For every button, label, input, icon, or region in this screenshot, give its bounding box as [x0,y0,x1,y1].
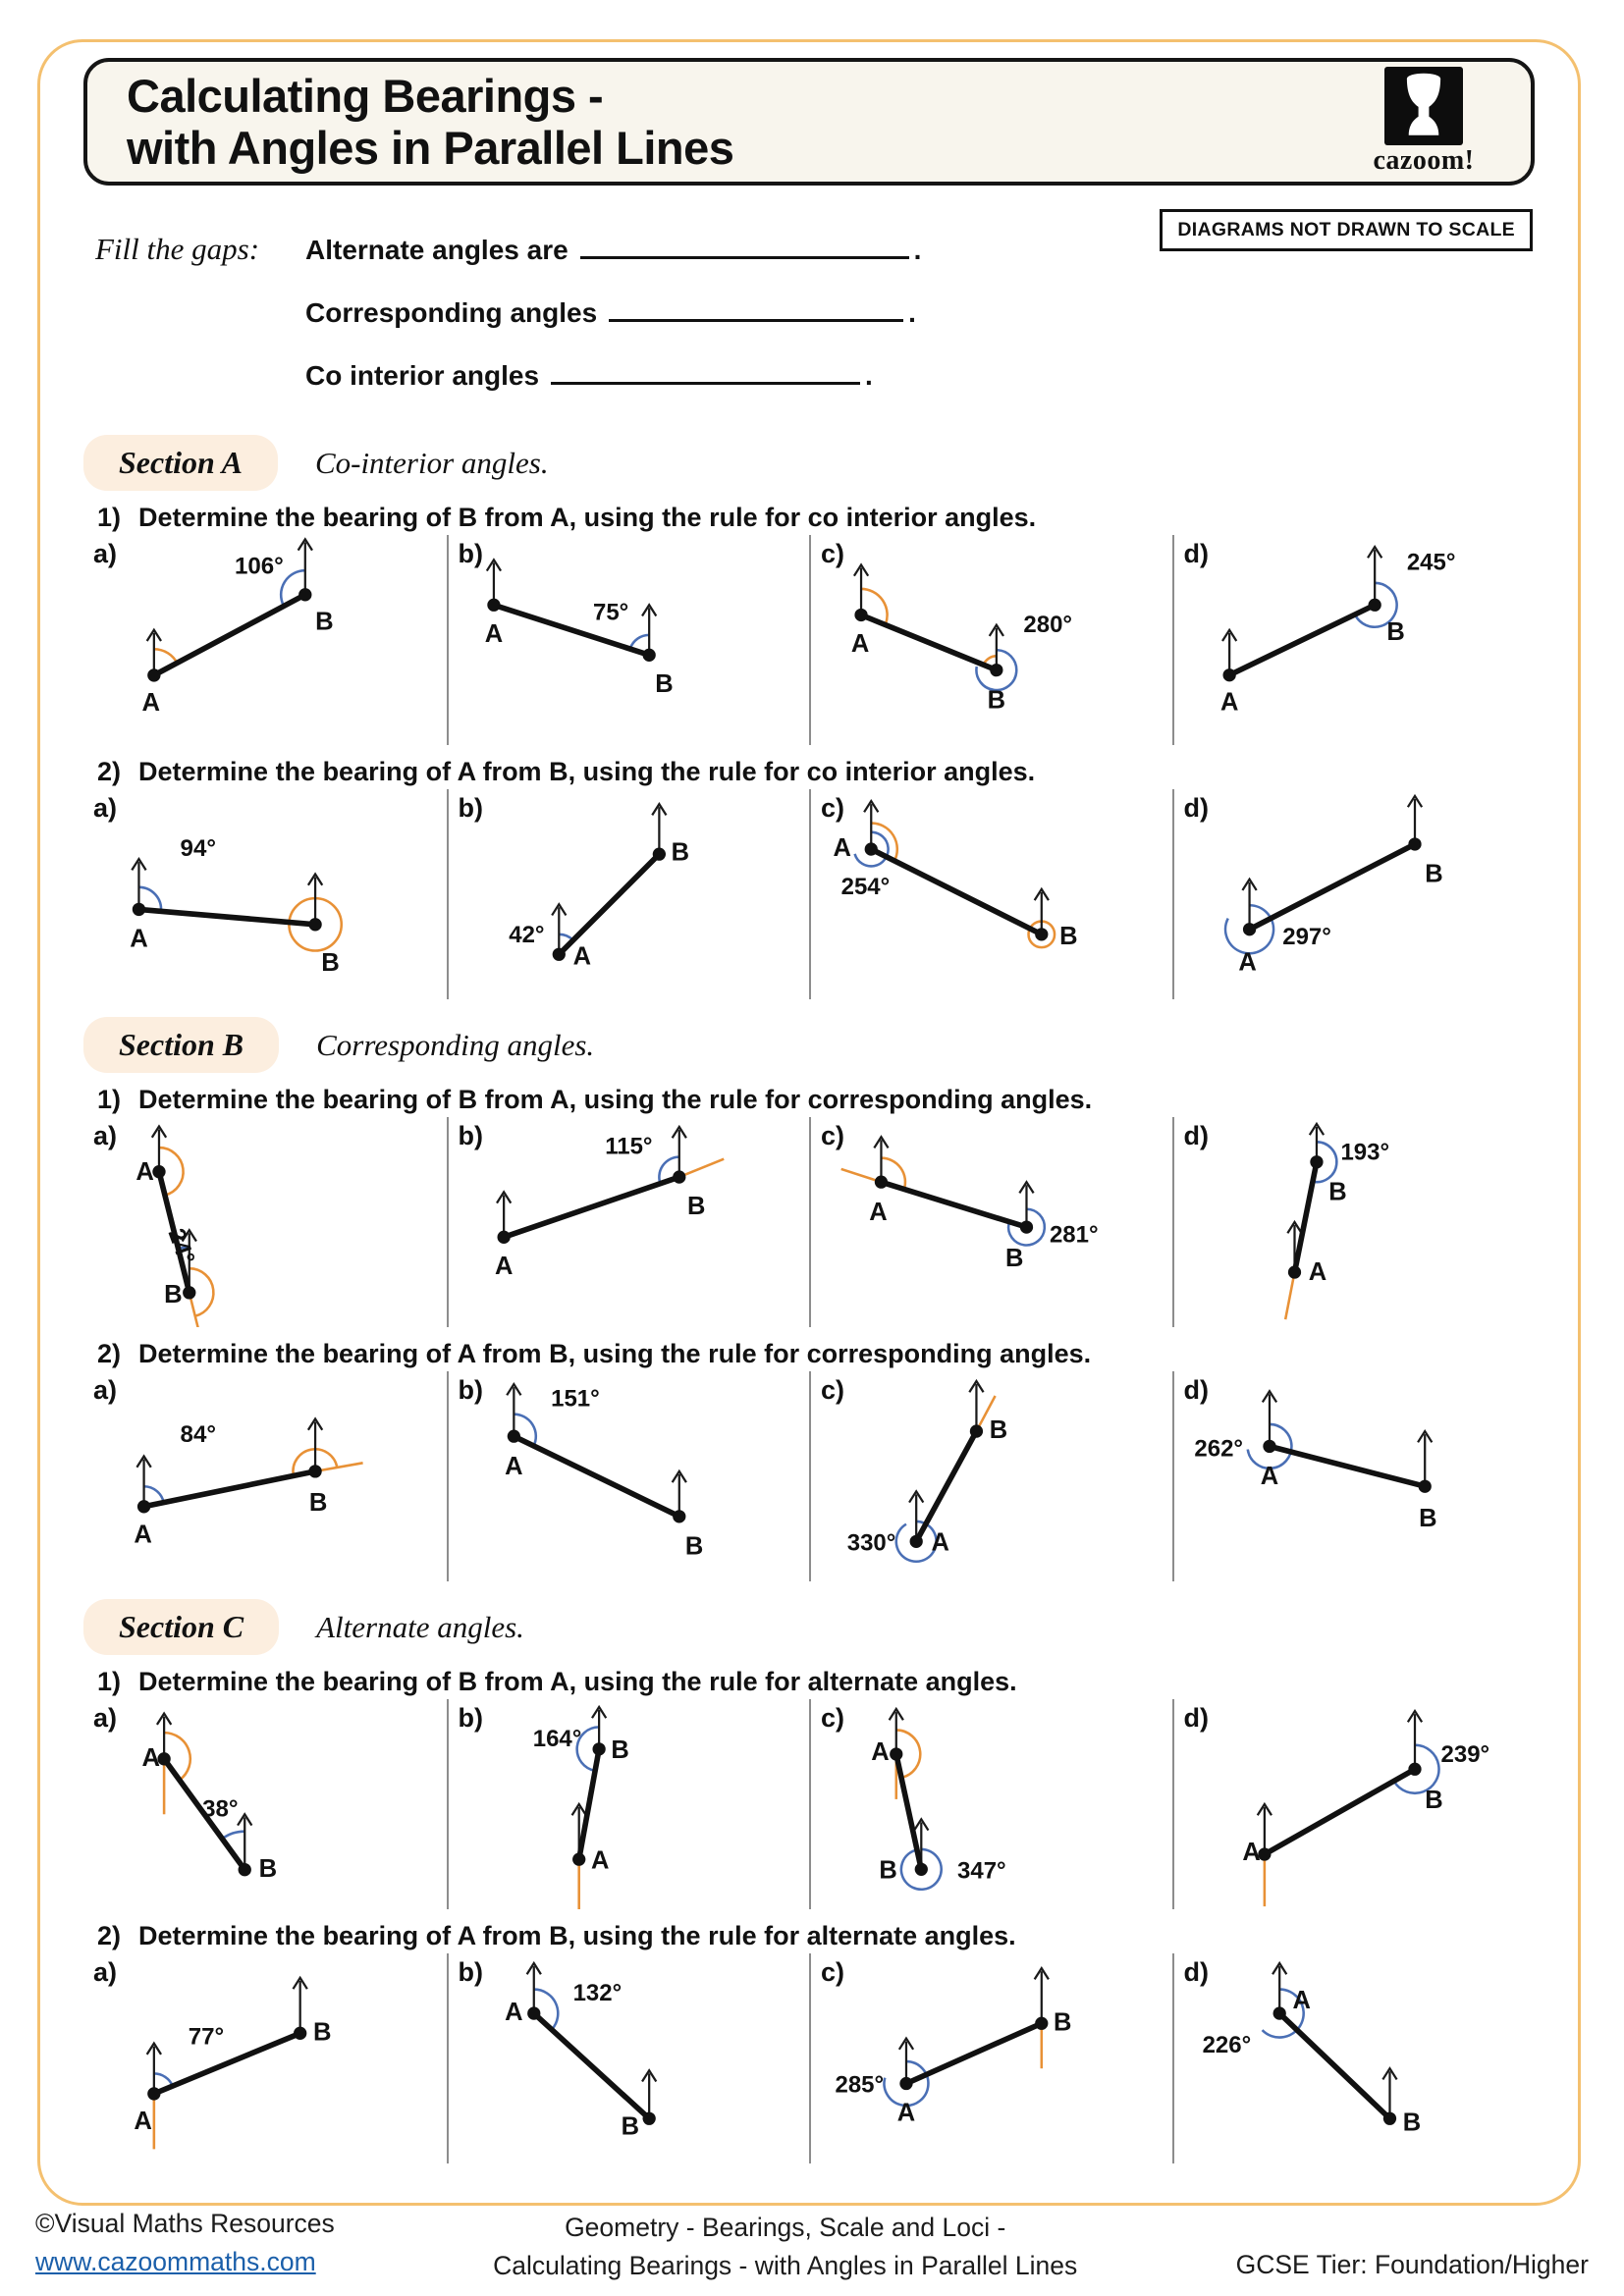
point-label: B [621,2112,639,2141]
fill-gap-statement: Alternate angles are [305,235,568,265]
point-B [308,1465,321,1477]
diagram-cell [1172,1117,1536,1327]
diagram-grid [83,789,1535,999]
diagram-label: a) [93,1375,118,1405]
question-text: Determine the bearing of A from B, using the rule for alternate angles. [138,1921,1016,1950]
bearing-line [916,1431,976,1541]
diagram-cell [447,1371,810,1581]
point-label: A [590,1846,609,1875]
diagram-grid [83,1953,1535,2163]
point-B [239,1863,251,1876]
bearing-diagram [1174,1371,1536,1581]
diagram-cell [447,1699,810,1909]
point-label: A [871,1738,890,1767]
point-A [1287,1265,1300,1278]
section-header [83,1017,1535,1073]
point-label: B [1054,2008,1072,2037]
bearing-diagram [1174,1953,1536,2163]
diagram-label: d) [1183,1121,1209,1150]
section-label: Section A [83,435,278,491]
angle-value: 245° [1406,549,1455,576]
point-B [1368,599,1380,612]
diagram-label: b) [458,1375,483,1405]
diagram-cell [1172,1371,1536,1581]
diagram-label: b) [458,1703,483,1733]
point-label: A [869,1198,888,1226]
point-label: A [130,925,148,953]
section-subtitle: Corresponding angles. [316,1027,595,1062]
point-B [592,1742,605,1755]
drum-icon [1395,71,1452,141]
diagram-label: b) [458,1121,483,1150]
point-label: B [1005,1244,1024,1272]
diagram-cell [1172,535,1536,745]
question-block [83,1667,1535,1909]
diagram-cell [83,789,447,999]
point-label: B [313,2018,332,2047]
diagram-cell [809,789,1172,999]
section-subtitle: Co-interior angles. [314,445,549,480]
angle-value: 262° [1193,1435,1243,1463]
footer-topic-line1: Geometry - Bearings, Scale and Loci - [565,2212,1006,2242]
diagram-label: d) [1183,1375,1209,1405]
point-label: B [654,670,674,699]
tier-text: GCSE Tier: Foundation/Higher [1235,2249,1589,2279]
angle-value: 84° [180,1421,217,1449]
question-number: 1) [97,1667,122,1696]
extension-line [315,1463,363,1471]
angle-value: 330° [846,1529,896,1557]
point-A [487,599,500,612]
point-B [294,2027,306,2040]
worksheet-sections [83,435,1535,2163]
section-header [83,435,1535,491]
bearing-line [861,614,997,669]
diagram-cell [447,535,810,745]
point-A [854,609,867,621]
angle-value: 226° [1202,2031,1251,2058]
diagram-cell [1172,789,1536,999]
question-text: Determine the bearing of B from A, using the rule for co interior angles. [138,503,1037,532]
point-label: B [1402,2109,1421,2137]
copyright-text: ©Visual Maths Resources [35,2208,335,2238]
point-A [865,842,878,855]
angle-value: 151° [550,1385,600,1413]
diagram-label: a) [93,1703,118,1733]
point-A [1242,923,1255,935]
point-B [915,1863,928,1876]
bearing-diagram [1174,1117,1536,1327]
diagram-cell [809,1953,1172,2163]
point-B [1310,1155,1323,1168]
diagram-label: b) [458,539,483,568]
bearing-diagram [1174,535,1536,745]
footer-left [35,2209,335,2277]
point-label: B [164,1281,183,1309]
point-label: A [1291,1986,1311,2014]
point-A [152,1165,165,1178]
bearing-diagram [449,1953,810,2163]
diagram-cell [809,1371,1172,1581]
bearing-line [1264,1769,1414,1854]
bearing-line [1294,1162,1316,1272]
angle-value: 297° [1281,924,1331,951]
question-number: 2) [97,757,122,786]
diagram-label: a) [93,1957,118,1987]
bearing-diagram [449,1371,810,1581]
point-B [1020,1220,1033,1233]
fill-gap-statement: Co interior angles [305,360,540,391]
point-A [875,1176,888,1189]
point-label: B [686,1192,705,1220]
point-label: B [684,1532,703,1561]
diagram-label: c) [821,539,845,568]
section-header [83,1599,1535,1655]
bearing-diagram [1174,1699,1536,1909]
section-b [83,1017,1535,1581]
diagram-grid [83,1117,1535,1327]
diagram-cell [1172,1699,1536,1909]
point-label: A [135,1157,154,1186]
bearing-diagram [811,1117,1172,1327]
question-block [83,1921,1535,2163]
point-label: A [572,942,591,971]
angle-value: 132° [572,1979,622,2006]
question-line [97,1085,1535,1115]
question-text: Determine the bearing of A from B, using the rule for co interior angles. [138,757,1036,786]
section-label: Section B [83,1017,279,1073]
question-line [97,1339,1535,1369]
diagram-cell [83,1699,447,1909]
point-label: A [1237,948,1257,977]
point-label: B [1424,860,1443,888]
bearing-line [1269,1446,1424,1486]
angle-value: 115° [604,1133,653,1160]
point-A [137,1500,150,1513]
diagram-cell [447,1117,810,1327]
point-label: B [1327,1178,1347,1206]
bearing-diagram [811,789,1172,999]
angle-arc [629,635,648,648]
point-B [308,918,321,931]
question-line [97,1921,1535,1951]
bearing-diagram [83,1953,447,2163]
point-label: B [258,1854,278,1883]
fill-gaps-prompt: Fill the gaps: [95,232,260,266]
cazoom-logo-text: cazoom! [1373,145,1475,176]
bearing-line [1229,605,1375,674]
point-B [1418,1480,1431,1493]
question-line [97,757,1535,787]
diagram-label: c) [821,1703,845,1733]
point-label: A [1241,1839,1261,1867]
bearing-diagram [83,789,447,999]
diagram-cell [83,1371,447,1581]
point-label: A [833,834,851,863]
bearing-diagram [811,1699,1172,1909]
point-A [147,2087,160,2100]
point-label: A [484,620,503,649]
point-B [673,1170,685,1183]
point-B [1382,2112,1395,2125]
bearing-diagram [449,1117,810,1327]
point-A [497,1231,510,1244]
point-label: A [141,1743,161,1772]
question-line [97,1667,1535,1697]
point-A [572,1853,585,1866]
point-A [899,2077,912,2090]
diagram-grid [83,1371,1535,1581]
diagram-label: c) [821,1121,845,1150]
question-number: 1) [97,503,122,532]
bearing-line [1249,844,1414,930]
sentence-period: . [913,235,922,265]
point-A [147,668,160,681]
question-block [83,757,1535,999]
point-label: B [1424,1787,1443,1815]
question-block [83,1339,1535,1581]
page-frame [37,39,1581,2206]
point-label: B [610,1736,629,1765]
cazoom-drum-icon [1384,67,1463,145]
bearing-line [144,1471,315,1507]
point-A [1263,1440,1275,1453]
point-B [970,1424,983,1437]
point-B [673,1510,685,1522]
diagram-label: d) [1183,1703,1209,1733]
bearing-line [504,1177,679,1237]
angle-value: 164° [532,1725,581,1752]
angle-value: 280° [1023,611,1072,638]
question-text: Determine the bearing of A from B, using the rule for corresponding angles. [138,1339,1092,1368]
point-label: A [850,630,870,659]
worksheet-header [83,58,1535,186]
extension-line [678,1159,723,1177]
question-block [83,503,1535,745]
point-label: B [987,686,1006,715]
point-A [552,948,565,961]
fill-gaps-block [95,229,1535,417]
extension-line [1285,1272,1294,1319]
point-label: A [1260,1463,1278,1491]
point-A [890,1747,902,1760]
point-label: A [134,2107,152,2135]
diagram-cell [809,535,1172,745]
page-title-line1: Calculating Bearings - [127,69,604,122]
diagram-label: a) [93,1121,118,1150]
point-label: B [308,1488,328,1517]
question-number: 2) [97,1339,122,1368]
question-number: 2) [97,1921,122,1950]
page-footer [35,2209,1589,2287]
point-label: B [1059,923,1078,951]
angle-value: 24° [162,1225,200,1268]
diagram-cell [809,1699,1172,1909]
answer-blank [609,292,903,322]
point-label: B [879,1856,897,1885]
question-text: Determine the bearing of B from A, using the rule for alternate angles. [138,1667,1017,1696]
question-line [97,503,1535,533]
bearing-line [559,854,659,954]
page-title [127,70,733,174]
bearing-line [906,2023,1042,2083]
angle-value: 94° [180,834,217,862]
website-link[interactable]: www.cazoommaths.com [35,2246,316,2276]
diagram-label: a) [93,539,118,568]
point-label: B [671,838,689,867]
point-label: A [1219,688,1238,717]
question-text: Determine the bearing of B from A, using the rule for corresponding angles. [138,1085,1093,1114]
bearing-diagram [811,1371,1172,1581]
bearing-line [881,1182,1026,1227]
diagram-grid [83,1699,1535,1909]
bearing-diagram [449,789,810,999]
bearing-line [578,1749,598,1859]
question-number: 1) [97,1085,122,1114]
bearing-diagram [83,1117,447,1327]
point-B [1035,2017,1048,2030]
bearing-diagram [83,1699,447,1909]
diagram-label: d) [1183,1957,1209,1987]
point-A [527,2006,540,2019]
angle-value: 42° [508,922,544,948]
scale-notice: DIAGRAMS NOT DRAWN TO SCALE [1160,209,1533,251]
point-B [642,649,655,662]
point-B [298,588,311,601]
angle-value: 38° [202,1795,239,1823]
diagram-cell [447,789,810,999]
point-label: B [1385,618,1405,646]
bearing-diagram [1174,789,1536,999]
angle-value: 106° [234,553,284,580]
fill-gap-row [95,354,1535,417]
point-B [990,664,1002,676]
diagram-label: d) [1183,793,1209,823]
angle-value: 239° [1440,1741,1489,1769]
angle-value: 347° [957,1857,1006,1885]
section-label: Section C [83,1599,279,1655]
diagram-label: b) [458,1957,483,1987]
angle-value: 75° [592,599,628,626]
section-a [83,435,1535,999]
angle-value: 254° [840,874,891,900]
cazoom-logo [1350,67,1497,177]
point-label: B [321,949,340,978]
bearing-diagram [83,535,447,745]
section-subtitle: Alternate angles. [316,1609,524,1644]
angle-arc [222,1832,244,1839]
bearing-line [533,2013,648,2118]
diagram-grid [83,535,1535,745]
point-label: A [494,1253,513,1281]
bearing-line [1279,2013,1389,2118]
sentence-period: . [908,297,916,328]
bearing-diagram [811,535,1172,745]
section-c [83,1599,1535,2163]
point-A [1272,2006,1285,2019]
bearing-diagram [811,1953,1172,2163]
angle-value: 77° [188,2023,225,2051]
point-B [1408,837,1421,850]
fill-gap-row [95,292,1535,354]
diagram-label: c) [821,1957,845,1987]
footer-center [493,2209,1077,2287]
bearing-line [154,2033,300,2094]
point-B [1408,1763,1421,1776]
point-label: A [141,688,161,717]
point-B [652,848,665,861]
point-label: A [504,1452,523,1480]
diagram-cell [1172,1953,1536,2163]
diagram-cell [83,1953,447,2163]
angle-value: 281° [1049,1221,1099,1249]
point-label: A [1308,1258,1326,1287]
bearing-line [154,595,305,675]
diagram-label: c) [821,793,845,823]
diagram-label: b) [458,793,483,823]
point-B [642,2112,655,2125]
point-A [1222,668,1235,681]
diagram-label: a) [93,793,118,823]
bearing-diagram [449,535,810,745]
point-label: A [134,1521,152,1549]
bearing-line [514,1436,678,1517]
sentence-period: . [865,360,873,391]
diagram-label: c) [821,1375,845,1405]
diagram-cell [447,1953,810,2163]
point-A [507,1430,519,1443]
diagram-label: d) [1183,539,1209,568]
angle-value: 193° [1339,1139,1389,1166]
fill-gap-statement: Corresponding angles [305,297,598,328]
bearing-diagram [83,1371,447,1581]
point-label: A [931,1528,949,1557]
angle-value: 285° [835,2071,885,2099]
point-label: B [989,1416,1008,1445]
answer-blank [580,229,909,259]
point-label: A [504,1999,523,2027]
point-A [910,1535,923,1548]
point-label: A [896,2099,916,2127]
point-B [183,1286,195,1299]
point-label: B [1418,1505,1437,1533]
diagram-cell [83,1117,447,1327]
bearing-line [871,849,1042,934]
point-A [133,903,145,916]
page-title-line2: with Angles in Parallel Lines [127,122,734,174]
point-label: B [315,608,334,636]
question-block [83,1085,1535,1327]
bearing-line [138,909,315,924]
diagram-cell [809,1117,1172,1327]
point-B [1035,928,1048,940]
diagram-cell [83,535,447,745]
bearing-diagram [449,1699,810,1909]
answer-blank [551,354,860,385]
footer-topic-line2: Calculating Bearings - with Angles in Parallel Lines [493,2251,1078,2281]
